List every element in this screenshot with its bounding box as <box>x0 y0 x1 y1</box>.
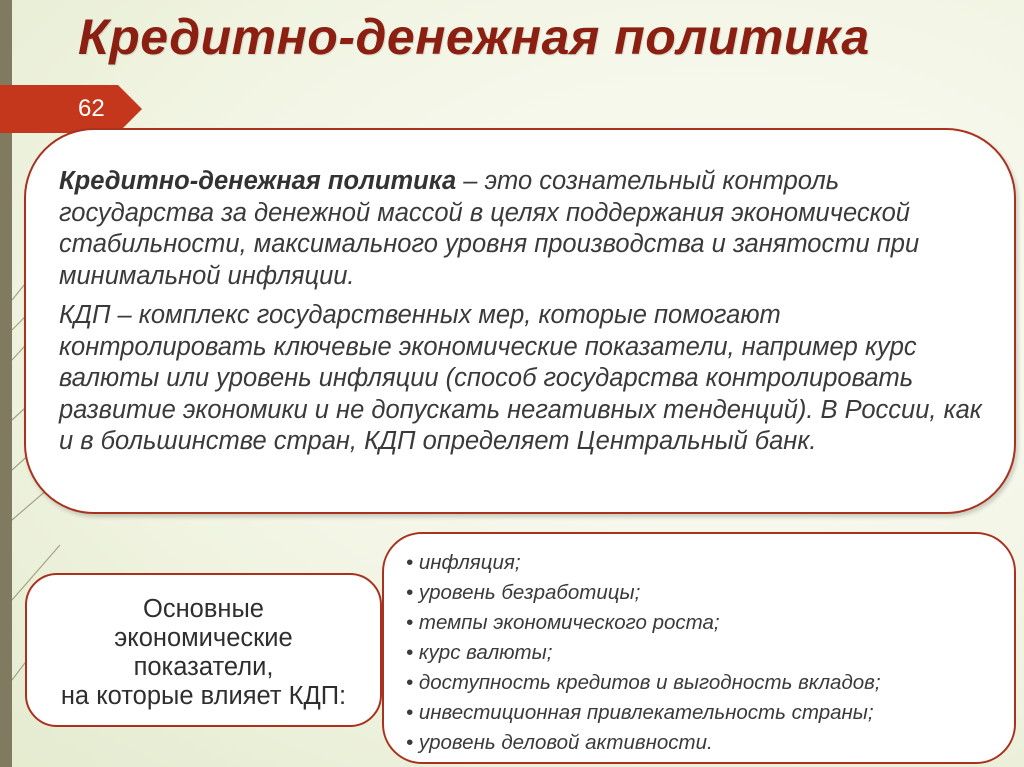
indicators-list-box <box>382 532 1016 764</box>
list-item: • уровень безработицы; <box>406 581 641 604</box>
definition-text: – это сознательный контроль государства за денежной массой в целях поддержания экономической стабильности, максимального уровня производства и занятости при минимальной инфляции. <box>59 167 920 290</box>
slide-title: Кредитно-денежная политика <box>78 9 870 65</box>
list-item: • инвестиционная привлекательность страны; <box>406 701 874 724</box>
page-number: 62 <box>78 95 105 122</box>
definition-box <box>24 128 1016 514</box>
list-item: • инфляция; <box>406 551 521 574</box>
indicators-list <box>406 548 1004 758</box>
list-item: • уровень деловой активности. <box>406 731 713 754</box>
list-item: • темпы экономического роста; <box>406 611 720 634</box>
page-number-tab <box>0 85 118 133</box>
list-item: • доступность кредитов и выгодность вкладов; <box>406 671 881 694</box>
list-item: • курс валюты; <box>406 641 553 664</box>
definition-term: Кредитно-денежная политика <box>59 167 457 195</box>
indicators-label-box <box>25 573 382 727</box>
definition-paragraph <box>59 166 984 292</box>
indicators-label: Основные экономические показатели, на которые влияет КДП: <box>60 595 347 710</box>
kdp-description: КДП – комплекс государственных мер, которые помогают контролировать ключевые экономические показатели, например курс валюты или уровень инфляции (способ государства контролировать развитие экономики и не допускать негативных тенденций). В России, как и в большинстве стран, КДП определяет Центральный банк. <box>59 301 982 455</box>
